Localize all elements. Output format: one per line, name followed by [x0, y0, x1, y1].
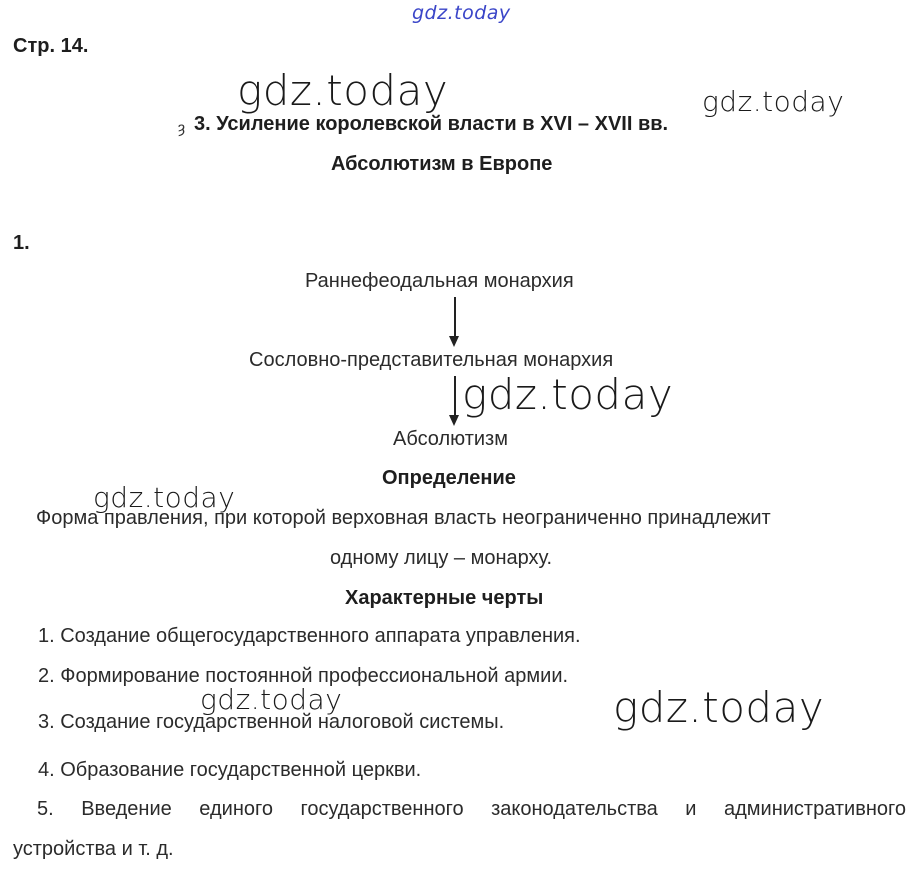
features-heading: Характерные черты: [345, 587, 544, 609]
section-mark: ȝ: [178, 120, 185, 137]
watermark-1: gdz.today: [237, 66, 449, 115]
watermark-top: gdz.today: [412, 2, 511, 24]
watermark-2: gdz.today: [702, 85, 845, 118]
scheme-arrow-1-head: [449, 336, 459, 347]
task-number: 1.: [13, 232, 30, 254]
watermark-6: gdz.today: [613, 683, 825, 732]
watermark-4: gdz.today: [93, 481, 236, 514]
scheme-step-estate-representative: Сословно-представительная монархия: [249, 349, 614, 371]
scheme-arrow-1-line: [454, 297, 456, 337]
page-reference: Стр. 14.: [13, 35, 89, 57]
scheme-arrow-2-line: [454, 376, 456, 416]
definition-text-line1: Форма правления, при которой верховная власть неограниченно принадлежит: [36, 507, 771, 529]
section-subtitle: Абсолютизм в Европе: [331, 153, 553, 175]
feature-item-1: 1. Создание общегосударственного аппарата управления.: [38, 625, 581, 647]
feature-item-2: 2. Формирование постоянной профессиональной армии.: [38, 665, 569, 687]
scheme-step-early-feudal: Раннефеодальная монархия: [305, 270, 574, 292]
scheme-arrow-2-head: [449, 415, 459, 426]
scheme-step-absolutism: Абсолютизм: [393, 428, 508, 450]
section-title: 3. Усиление королевской власти в XVI – XVII вв.: [194, 113, 669, 135]
watermark-5: gdz.today: [200, 683, 343, 716]
feature-item-4: 4. Образование государственной церкви.: [38, 759, 422, 781]
watermark-3: gdz.today: [462, 370, 674, 419]
feature-item-5-line1: 5. Введение единого государственного законодательства и административного: [37, 798, 906, 820]
definition-text-line2: одному лицу – монарху.: [330, 547, 553, 569]
feature-item-5-line2: устройства и т. д.: [13, 838, 174, 860]
definition-heading: Определение: [382, 467, 516, 489]
feature-item-3: 3. Создание государственной налоговой системы.: [38, 711, 505, 733]
